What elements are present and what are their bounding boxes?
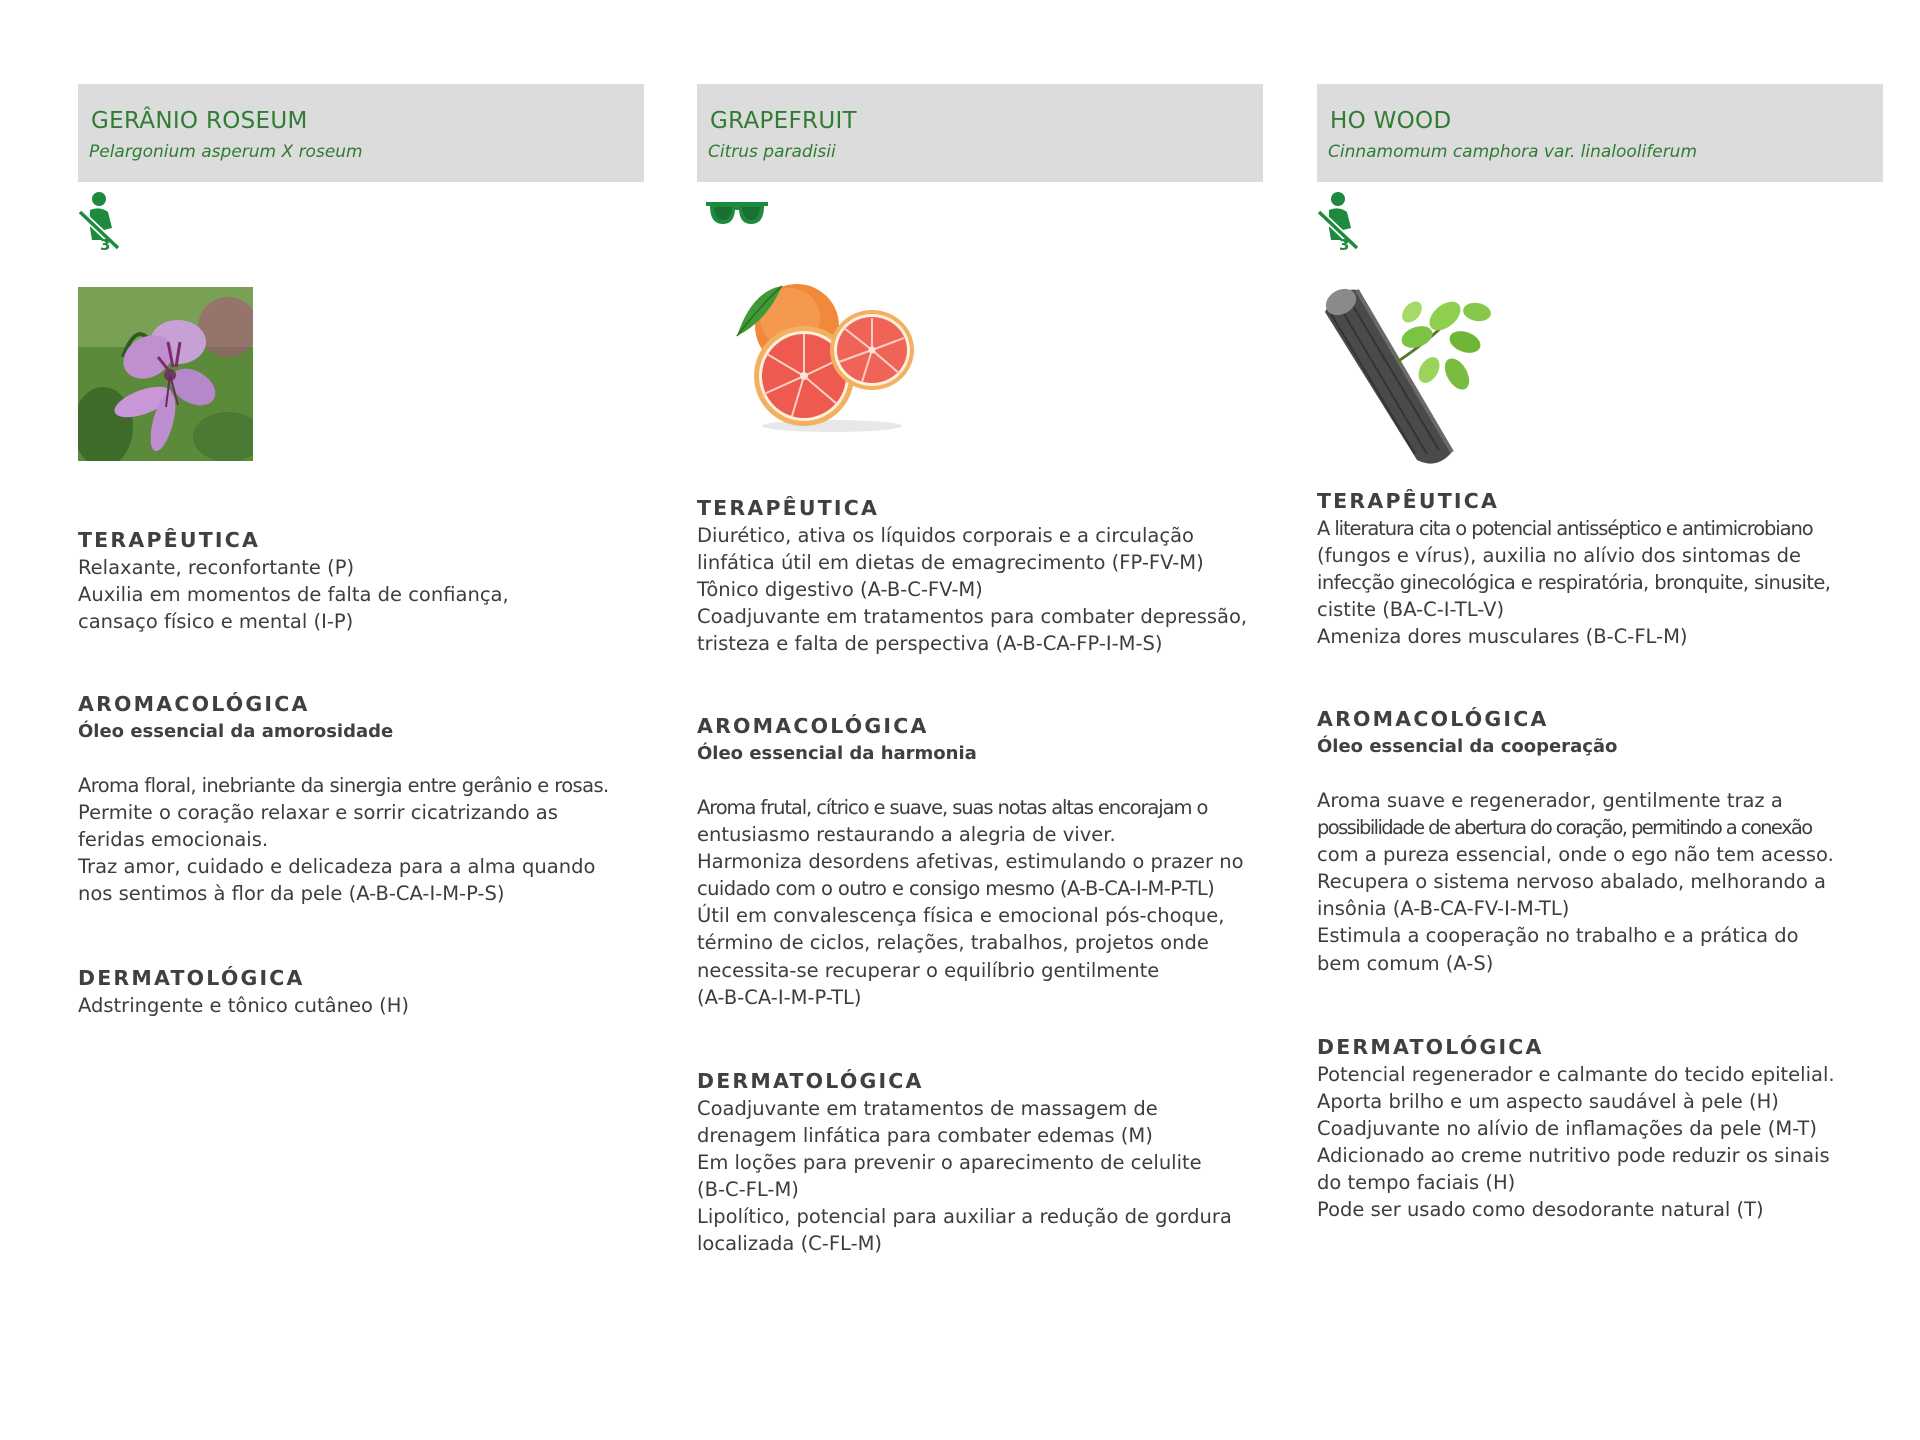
- section-text-line: Diurético, ativa os líquidos corporais e a circulação: [697, 524, 1194, 547]
- oil-latin-name: Pelargonium asperum X roseum: [89, 142, 363, 162]
- section-text-line: (B-C-FL-M): [697, 1178, 799, 1202]
- oil-common-name: GRAPEFRUIT: [710, 108, 857, 134]
- section-text-line: entusiasmo restaurando a alegria de viver.: [697, 823, 1116, 847]
- section-text-line: linfática útil em dietas de emagrecimento (FP-FV-M): [697, 551, 1204, 575]
- svg-text:3: 3: [100, 236, 111, 254]
- section-subtitle: Óleo essencial da harmonia: [697, 743, 977, 764]
- section-aromacologica: [697, 713, 1263, 1011]
- oil-header: [697, 84, 1263, 182]
- section-subtitle: Óleo essencial da amorosidade: [78, 721, 394, 742]
- section-text-line: localizada (C-FL-M): [697, 1232, 883, 1256]
- section-text-line: Aroma floral, inebriante da sinergia entre gerânio e rosas.: [78, 774, 609, 797]
- section-text-line: Adstringente e tônico cutâneo (H): [78, 994, 409, 1017]
- pregnancy-restriction-icon: [1317, 190, 1363, 259]
- section-text-line: Estimula a cooperação no trabalho e a prática do: [1317, 924, 1799, 948]
- oil-common-name: HO WOOD: [1330, 108, 1452, 134]
- section-dermatologica: [1317, 1034, 1883, 1224]
- svg-text:3: 3: [1339, 236, 1350, 254]
- section-text-line: Coadjuvante no alívio de inflamações da pele (M-T): [1317, 1117, 1817, 1141]
- section-text-line: Útil em convalescença física e emocional pós-choque,: [697, 904, 1225, 928]
- section-text-line: Tônico digestivo (A-B-C-FV-M): [697, 578, 983, 602]
- section-text-line: término de ciclos, relações, trabalhos, projetos onde: [697, 931, 1209, 955]
- section-title: AROMACOLÓGICA: [78, 692, 310, 716]
- section-title: AROMACOLÓGICA: [697, 714, 929, 738]
- section-title: TERAPÊUTICA: [1317, 489, 1500, 513]
- pregnancy-restriction-icon: [78, 190, 124, 259]
- oil-card-grapefruit: [697, 0, 1263, 1440]
- section-text-line: (fungos e vírus), auxilia no alívio dos sintomas de: [1317, 544, 1802, 568]
- oil-common-name: GERÂNIO ROSEUM: [91, 108, 308, 134]
- section-terapeutica: [78, 527, 644, 635]
- oil-latin-name: Citrus paradisii: [708, 142, 836, 162]
- grapefruit-photo: [732, 276, 917, 436]
- section-text-line: infecção ginecológica e respiratória, bronquite, sinusite,: [1317, 571, 1831, 595]
- section-terapeutica: [1317, 488, 1883, 650]
- section-text-line: Aroma frutal, cítrico e suave, suas notas altas encorajam o: [697, 796, 1208, 819]
- section-text-line: cansaço físico e mental (I-P): [78, 610, 354, 634]
- section-text-line: Recupera o sistema nervoso abalado, melhorando a: [1317, 870, 1826, 894]
- section-text-line: Auxilia em momentos de falta de confiança,: [78, 583, 509, 607]
- section-title: DERMATOLÓGICA: [697, 1069, 924, 1093]
- section-text-line: drenagem linfática para combater edemas (M): [697, 1124, 1153, 1148]
- section-text-line: Relaxante, reconfortante (P): [78, 556, 355, 579]
- section-text-line: nos sentimos à flor da pele (A-B-CA-I-M-P-S): [78, 882, 505, 906]
- section-text-line: Harmoniza desordens afetivas, estimulando o prazer no: [697, 850, 1244, 874]
- section-text-line: Ameniza dores musculares (B-C-FL-M): [1317, 625, 1688, 649]
- section-text-line: Traz amor, cuidado e delicadeza para a alma quando: [78, 855, 596, 879]
- sunglasses-icon: [704, 198, 770, 233]
- ho-wood-branch-photo: [1317, 282, 1497, 467]
- section-text-line: tristeza e falta de perspectiva (A-B-CA-FP-I-M-S): [697, 632, 1163, 656]
- section-dermatologica: [78, 965, 644, 1019]
- section-text-line: Adicionado ao creme nutritivo pode reduzir os sinais: [1317, 1144, 1830, 1168]
- geranium-flower-photo: [78, 287, 253, 461]
- section-aromacologica: [1317, 706, 1883, 977]
- section-text-line: insônia (A-B-CA-FV-I-M-TL): [1317, 897, 1570, 921]
- section-title: TERAPÊUTICA: [697, 496, 880, 520]
- section-text-line: necessita-se recuperar o equilíbrio gentilmente: [697, 958, 1160, 982]
- section-title: TERAPÊUTICA: [78, 528, 261, 552]
- section-title: AROMACOLÓGICA: [1317, 707, 1549, 731]
- section-text-line: cuidado com o outro e consigo mesmo (A-B-CA-I-M-P-TL): [697, 877, 1215, 901]
- section-text-line: A literatura cita o potencial antisséptico e antimicrobiano: [1317, 517, 1813, 540]
- section-text-line: (A-B-CA-I-M-P-TL): [697, 985, 862, 1009]
- oil-card-geranio: [78, 0, 644, 1440]
- section-text-line: do tempo faciais (H): [1317, 1171, 1516, 1195]
- section-terapeutica: [697, 495, 1263, 657]
- oil-header: [78, 84, 644, 182]
- oil-header: [1317, 84, 1883, 182]
- section-text-line: Lipolítico, potencial para auxiliar a redução de gordura: [697, 1205, 1232, 1229]
- section-text-line: com a pureza essencial, onde o ego não tem acesso.: [1317, 843, 1834, 867]
- section-subtitle: Óleo essencial da cooperação: [1317, 736, 1618, 757]
- section-text-line: bem comum (A-S): [1317, 951, 1494, 975]
- section-text-line: possibilidade de abertura do coração, permitindo a conexão: [1317, 816, 1812, 840]
- oil-latin-name: Cinnamomum camphora var. linalooliferum: [1328, 142, 1698, 162]
- section-text-line: Permite o coração relaxar e sorrir cicatrizando as: [78, 801, 558, 825]
- section-text-line: Aroma suave e regenerador, gentilmente traz a: [1317, 789, 1783, 812]
- section-text-line: Coadjuvante em tratamentos para combater depressão,: [697, 605, 1248, 629]
- section-text-line: Coadjuvante em tratamentos de massagem de: [697, 1097, 1158, 1120]
- section-text-line: Pode ser usado como desodorante natural (T): [1317, 1198, 1764, 1222]
- section-text-line: Potencial regenerador e calmante do tecido epitelial.: [1317, 1063, 1835, 1086]
- oil-card-ho-wood: [1317, 0, 1883, 1440]
- section-text-line: feridas emocionais.: [78, 828, 269, 852]
- section-text-line: Em loções para prevenir o aparecimento de celulite: [697, 1151, 1202, 1175]
- section-dermatologica: [697, 1068, 1263, 1258]
- section-title: DERMATOLÓGICA: [78, 966, 305, 990]
- section-title: DERMATOLÓGICA: [1317, 1035, 1544, 1059]
- section-aromacologica: [78, 691, 644, 907]
- section-text-line: cistite (BA-C-I-TL-V): [1317, 598, 1505, 622]
- section-text-line: Aporta brilho e um aspecto saudável à pele (H): [1317, 1090, 1779, 1114]
